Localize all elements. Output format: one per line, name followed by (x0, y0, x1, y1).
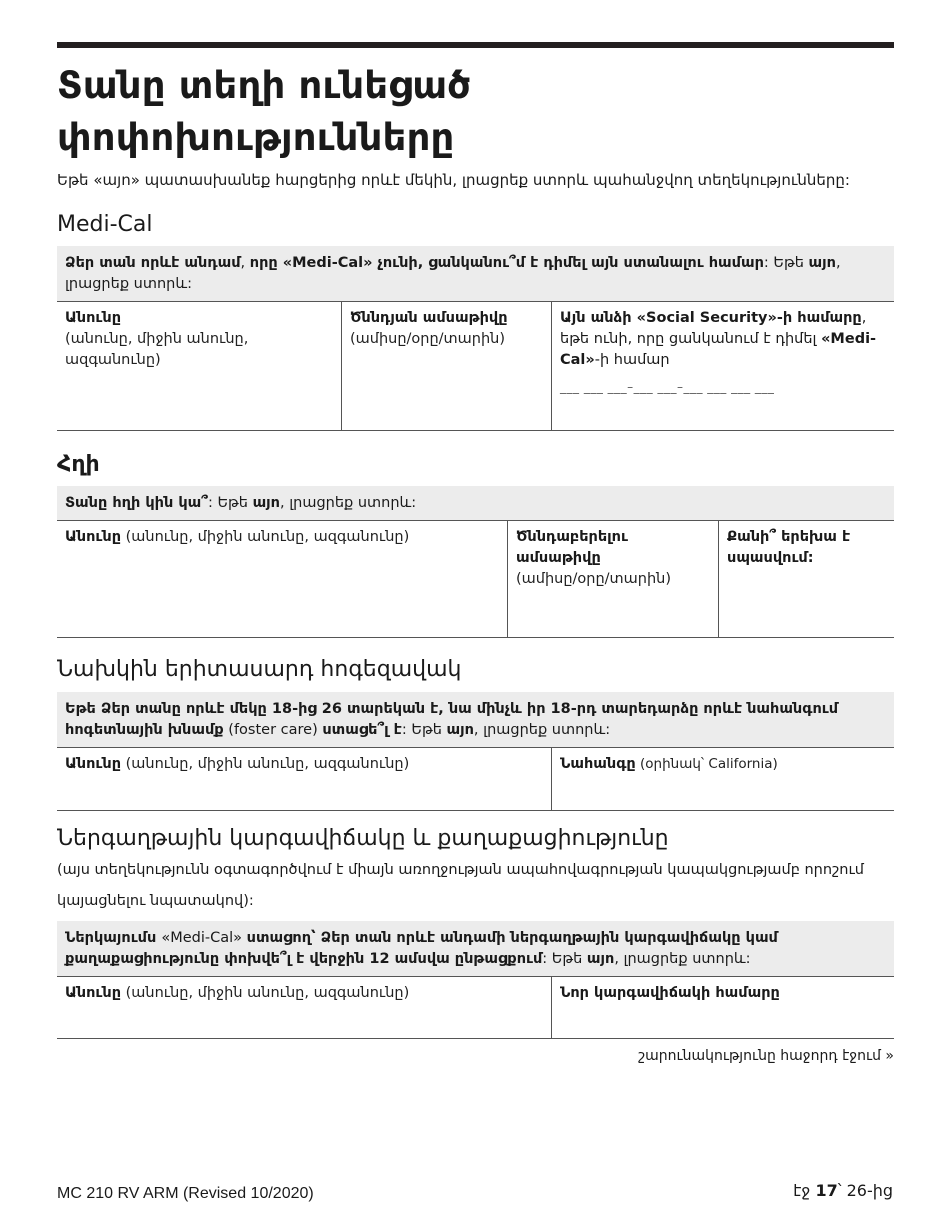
immigration-section (57, 825, 894, 1040)
immigration-table (57, 977, 894, 1040)
pregnancy-babies-field[interactable]: Քանի՞ երեխա է սպասվում: (719, 521, 895, 638)
medical-section (57, 211, 894, 431)
immigration-heading: Ներգաղթային կարգավիճակը և քաղաքացիությունը (57, 825, 669, 851)
page-title: Տանը տեղի ունեցած փոփոխությունները (57, 64, 472, 159)
pregnancy-question: Տանը հղի կին կա՞: Եթե այո, լրացրեք ստորև: (57, 486, 894, 521)
medical-question: Ձեր տան որևէ անդամ, որը «Medi-Cal» չունի, ցանկանու՞մ է դիմել այն ստանալու համար: Եթե այո, լրացրեք ստորև: (57, 246, 894, 302)
foster-name-field[interactable]: Անունը (անունը, միջին անունը, ազգանունը) (57, 748, 552, 810)
medical-dob-field[interactable]: Ծննդյան ամսաթիվը (ամիսը/օրը/տարին) (342, 302, 552, 430)
pregnancy-name-field[interactable]: Անունը (անունը, միջին անունը, ազգանունը) (57, 521, 508, 638)
medical-heading: Medi-Cal (57, 212, 153, 237)
foster-table (57, 748, 894, 811)
pregnancy-heading: Հղի (57, 451, 100, 477)
pregnancy-section (57, 451, 894, 639)
medical-name-field[interactable]: Անունը (անունը, միջին անունը, ազգանունը) (57, 302, 342, 430)
foster-state-field[interactable]: Նահանգը (օրինակ՝ California) (552, 748, 895, 810)
foster-heading: Նախկին երիտասարդ հոգեզավակ (57, 657, 462, 682)
foster-section (57, 656, 894, 811)
foster-question: Եթե Ձեր տանը որևէ մեկը 18-ից 26 տարեկան է, նա մինչև իր 18-րդ տարեդարձը որևէ նահանգում հոգետնային խնամք (foster care) ստացե՞լ է: Եթե այո, լրացրեք ստորև: (57, 692, 894, 748)
immigration-note: (այս տեղեկությունն օգտագործվում է միայն առողջության ապահովագրության կապակցությամբ որոշում կայացնելու նպատակով): (57, 861, 864, 909)
immigration-name-field[interactable]: Անունը (անունը, միջին անունը, ազգանունը) (57, 977, 552, 1039)
medical-table (57, 302, 894, 431)
intro-text: Եթե «այո» պատասխանեք հարցերից որևէ մեկին, լրացրեք ստորև պահանջվող տեղեկությունները: (57, 171, 850, 189)
page-number: էջ 17՝ 26-ից (793, 1181, 893, 1200)
top-rule (57, 42, 894, 48)
immigration-question: Ներկայումս «Medi-Cal» ստացող՝ Ձեր տան որևէ անդամի ներգաղթային կարգավիճակը կամ քաղաքացիությունը փոխվե՞լ է վերջին 12 ամսվա ընթացքում: Եթե այո, լրացրեք ստորև: (57, 921, 894, 977)
form-page (57, 42, 894, 1064)
ssn-blanks: ___ ___ ___–___ ___–___ ___ ___ ___ (560, 380, 775, 394)
continue-note: շարունակությունը հաջորդ էջում » (638, 1048, 894, 1064)
form-id: MC 210 RV ARM (Revised 10/2020) (57, 1185, 314, 1202)
immigration-status-number-field[interactable]: Նոր կարգավիճակի համարը (552, 977, 895, 1039)
pregnancy-due-date-field[interactable]: Ծննդաբերելու ամսաթիվը (ամիսը/օրը/տարին) (508, 521, 719, 638)
pregnancy-table (57, 521, 894, 639)
medical-ssn-field[interactable]: Այն անձի «Social Security»-ի համարը, եթե ունի, որը ցանկանում է դիմել «Medi-Cal»-ի համար ___ ___ ___–___ ___–___ ___ ___ ___ (552, 302, 895, 430)
